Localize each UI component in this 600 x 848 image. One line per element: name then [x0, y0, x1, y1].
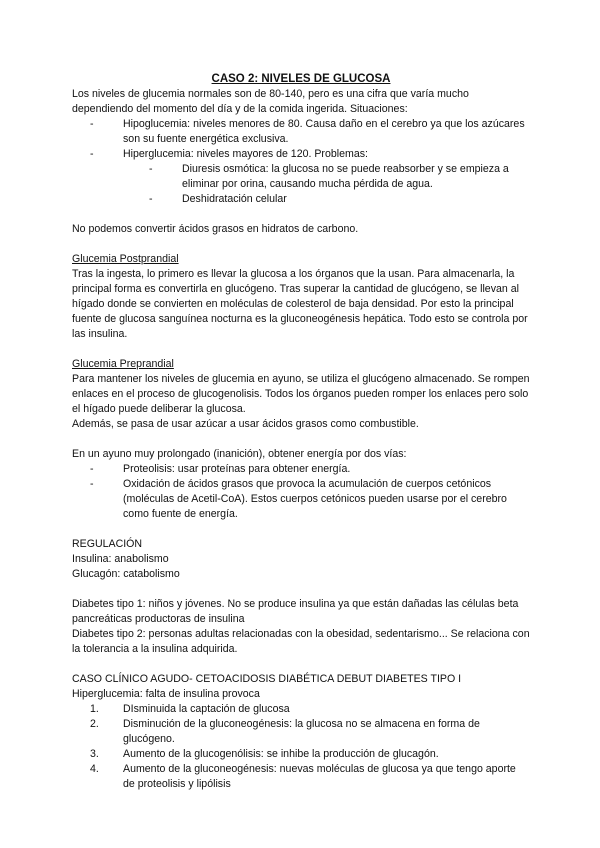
- preprandial-paragraph: Para mantener los niveles de glucemia en ayuno, se utiliza el glucógeno almacenado. Se rompen enlaces en el proceso de glucogenolisis. Todos los órganos pueden romper los enlaces pero solo el hígado puede deliberar la glucosa.: [72, 373, 530, 415]
- clinical-heading: CASO CLÍNICO AGUDO- CETOACIDOSIS DIABÉTICA DEBUT DIABETES TIPO I: [72, 673, 462, 685]
- list-item: [90, 747, 530, 762]
- list-item: - Hipoglucemia: niveles menores de 80. Causa daño en el cerebro ya que los azúcares son su fuente energética exclusiva.: [90, 117, 530, 147]
- list-item: [90, 717, 530, 747]
- preprandial-heading: Glucemia Preprandial: [72, 358, 174, 370]
- item-number: 1.: [90, 703, 99, 715]
- item-text: Disminución de la gluconeogénesis: la glucosa no se almacena en forma de glucógeno.: [123, 718, 480, 745]
- problems-list: [72, 162, 530, 207]
- list-item: - Deshidratación celular: [149, 192, 530, 207]
- item-text: Aumento de la glucogenólisis: se inhibe la producción de glucagón.: [123, 748, 439, 760]
- fasting-intro: En un ayuno muy prolongado (inanición), obtener energía por dos vías:: [72, 448, 407, 460]
- intro-paragraph: Los niveles de glucemia normales son de 80-140, pero es una cifra que varía mucho dependiendo del momento del día y de la comida ingerida. Situaciones:: [72, 88, 469, 115]
- regulation-glucagon: Glucagón: catabolismo: [72, 568, 180, 580]
- list-item: [90, 762, 530, 792]
- item-number: 3.: [90, 748, 99, 760]
- diabetes-type1: Diabetes tipo 1: niños y jóvenes. No se produce insulina ya que están dañadas las células beta pancreáticas productoras de insulina: [72, 598, 519, 625]
- list-item: [90, 702, 530, 717]
- clinical-subheading: Hiperglucemia: falta de insulina provoca: [72, 688, 260, 700]
- item-number: 4.: [90, 763, 99, 775]
- postprandial-paragraph: Tras la ingesta, lo primero es llevar la glucosa a los órganos que la usan. Para almacenarla, la principal forma es convertirla en glucógeno. Tras superar la cantidad de glucógeno, se llevan al hígado donde se convierten en moléculas de colesterol de baja densidad. Por esto la principal fuente de glucosa sanguínea nocturna es la gluconeogénesis hepática. Todo esto se controla por las insulina.: [72, 268, 528, 340]
- item-number: 2.: [90, 718, 99, 730]
- list-item: - Proteolisis: usar proteínas para obtener energía.: [90, 462, 530, 477]
- page-title: CASO 2: NIVELES DE GLUCOSA: [211, 73, 391, 85]
- no-convert-paragraph: No podemos convertir ácidos grasos en hidratos de carbono.: [72, 223, 359, 235]
- regulation-insulin: Insulina: anabolismo: [72, 553, 169, 565]
- item-text: Aumento de la gluconeogénesis: nuevas moléculas de glucosa ya que tengo aporte de proteolisis y lipólisis: [123, 763, 516, 790]
- list-item: - Diuresis osmótica: la glucosa no se puede reabsorber y se empieza a eliminar por orina, causando mucha pérdida de agua.: [149, 162, 530, 192]
- item-text: DIsminuida la captación de glucosa: [123, 703, 290, 715]
- fasting-list: [72, 462, 530, 522]
- list-item: - Oxidación de ácidos grasos que provoca la acumulación de cuerpos cetónicos (moléculas de Acetil-CoA). Estos cuerpos cetónicos pueden usarse por el cerebro como fuente de energía.: [90, 477, 530, 522]
- postprandial-heading: Glucemia Postprandial: [72, 253, 179, 265]
- situations-list: [72, 117, 530, 162]
- preprandial-paragraph-2: Además, se pasa de usar azúcar a usar ácidos grasos como combustible.: [72, 418, 419, 430]
- clinical-list: [72, 702, 530, 792]
- regulation-heading: REGULACIÓN: [72, 538, 143, 550]
- diabetes-type2: Diabetes tipo 2: personas adultas relacionadas con la obesidad, sedentarismo... Se relaciona con la tolerancia a la insulina adquirida.: [72, 628, 530, 655]
- list-item: - Hiperglucemia: niveles mayores de 120. Problemas:: [90, 147, 530, 162]
